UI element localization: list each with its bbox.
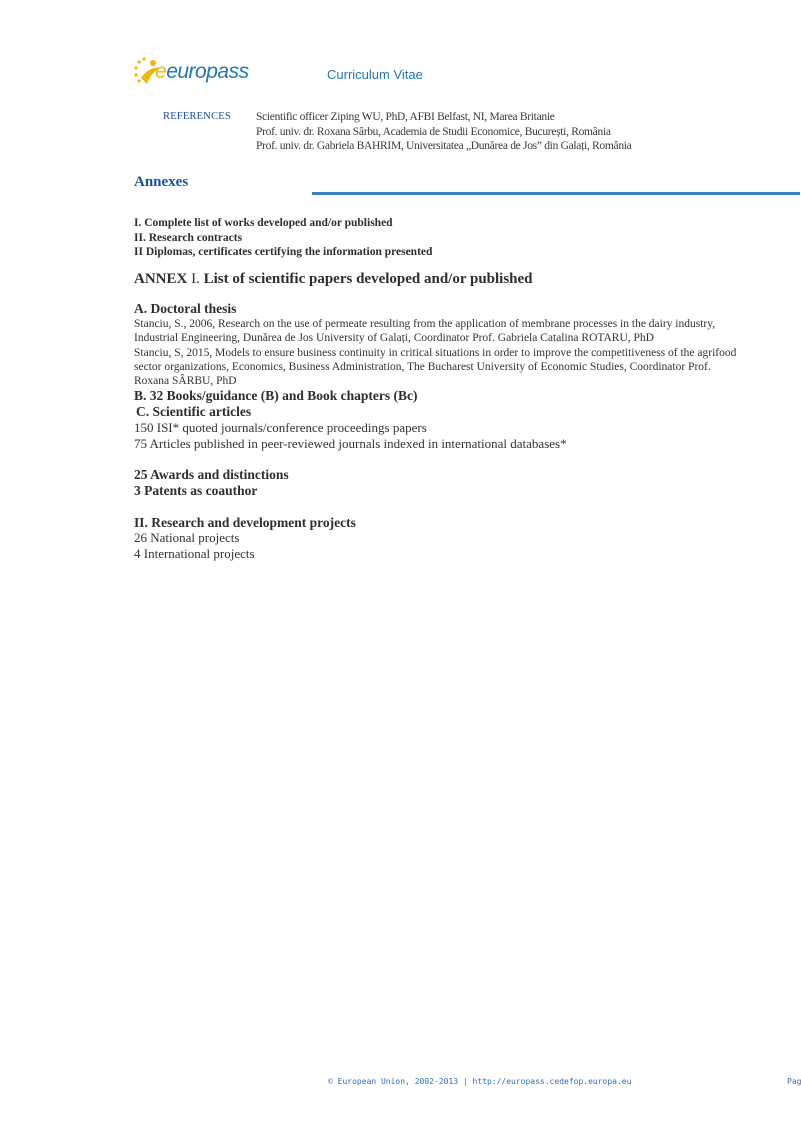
awards-block — [134, 467, 289, 499]
articles-list — [134, 420, 567, 451]
doctoral-thesis-1: Stanciu, S., 2006, Research on the use of permeate resulting from the application of membrane processes in the dairy industry, Industrial Engineering, Dunărea de Jos University of Galați, Coordinator Prof. Gabriela Catalina ROTARU, PhD — [134, 318, 716, 345]
awards-line: 25 Awards and distinctions — [134, 467, 289, 482]
references-list — [256, 110, 631, 154]
references-label: REFERENCES — [163, 111, 231, 122]
articles-item: 150 ISI* quoted journals/conference proceedings papers — [134, 420, 427, 435]
doctoral-text — [134, 317, 744, 388]
annex1-title: List of scientific papers developed and/or published — [203, 271, 533, 287]
annex1-prefix: ANNEX — [134, 271, 192, 287]
footer-page-label: Pag — [787, 1077, 801, 1086]
projects-list — [134, 530, 255, 562]
patents-line: 3 Patents as coauthor — [134, 483, 258, 498]
europass-logo — [133, 54, 248, 90]
footer-copyright: © European Union, 2002-2013 | http://europass.cedefop.europa.eu — [328, 1077, 632, 1086]
reference-item: Prof. univ. dr. Roxana Sârbu, Academia de Studii Economice, București, România — [256, 125, 611, 138]
books-heading: B. 32 Books/guidance (B) and Book chapters (Bc) — [134, 388, 418, 403]
articles-heading: C. Scientific articles — [136, 404, 252, 419]
annex1-heading — [134, 271, 533, 288]
national-projects: 26 National projects — [134, 530, 240, 545]
annexes-toc — [134, 216, 432, 260]
projects-heading: II. Research and development projects — [134, 515, 356, 530]
toc-item: I. Complete list of works developed and/or published — [134, 217, 393, 229]
international-projects: 4 International projects — [134, 546, 255, 561]
doctoral-heading: A. Doctoral thesis — [134, 301, 237, 316]
europass-logo-text: eeuropass — [155, 60, 249, 83]
page-title: Curriculum Vitae — [327, 67, 423, 82]
annex1-roman: I. — [191, 271, 204, 287]
section-divider — [312, 192, 800, 195]
toc-item: II Diplomas, certificates certifying the information presented — [134, 246, 433, 258]
annexes-heading: Annexes — [134, 174, 189, 190]
articles-item: 75 Articles published in peer-reviewed journals indexed in international databases* — [134, 435, 567, 451]
reference-item: Scientific officer Ziping WU, PhD, AFBI Belfast, NI, Marea Britanie — [256, 111, 555, 123]
toc-item: II. Research contracts — [134, 231, 243, 244]
doctoral-thesis-2: Stanciu, S, 2015, Models to ensure business continuity in critical situations in order to improve the competitiveness of the agrifood sector organizations, Economics, Business Administration, The Bucharest University of Economic Studies, Coordinator Prof. Roxana SÂRBU, PhD — [134, 346, 737, 388]
reference-item: Prof. univ. dr. Gabriela BAHRIM, Universitatea „Dunărea de Jos” din Galați, România — [256, 140, 632, 152]
